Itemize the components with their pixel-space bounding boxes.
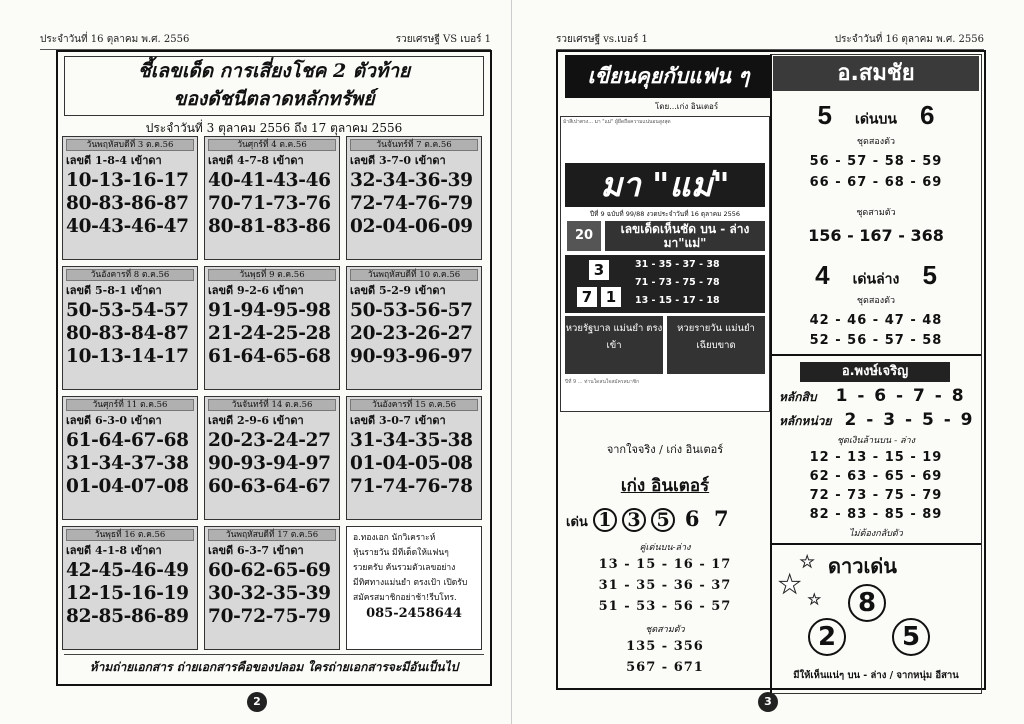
card-row: 31-34-37-38 [66, 453, 189, 474]
card-lucky: เลขดี 9-2-6 เข้าดา [208, 284, 304, 297]
lead-numbers [560, 506, 770, 532]
million-row: 62 - 63 - 65 - 69 [809, 469, 943, 484]
card-row: 60-63-64-67 [208, 476, 331, 497]
card-row: 60-62-65-69 [208, 560, 331, 581]
card-lucky: เลขดี 2-9-6 เข้าดา [208, 414, 304, 427]
star-title: ดาวเด่น [828, 554, 897, 578]
card-row: 80-83-84-87 [66, 323, 189, 344]
pongchern-title: อ.พงษ์เจริญ [800, 362, 950, 382]
forecast-card [62, 266, 198, 390]
card-row: 21-24-25-28 [208, 323, 331, 344]
tens-row [773, 386, 979, 407]
left-page-number: 2 [247, 692, 267, 712]
card-row: 31-34-35-38 [350, 430, 473, 451]
forecast-card [62, 396, 198, 520]
right-header-date: ประจำวันที่ 16 ตุลาคม พ.ศ. 2556 [834, 34, 984, 45]
card-lucky: เลขดี 4-1-8 เข้าดา [66, 544, 162, 557]
bottom-row: 52 - 56 - 57 - 58 [809, 333, 943, 348]
bottom-left-number: 4 [815, 260, 830, 290]
lead-circled: 5 [651, 508, 675, 532]
lead-circled: 3 [622, 508, 646, 532]
two-digit-label-2: ชุดสองตัว [856, 296, 896, 306]
somchai-title: อ.สมชัย [773, 56, 979, 91]
card-row: 10-13-16-17 [66, 170, 189, 191]
info-line: อ.ทองเอก นักวิเคราะห์ [353, 533, 436, 543]
card-row: 30-32-35-39 [208, 583, 331, 604]
card-row: 50-53-56-57 [350, 300, 473, 321]
star-icon: ★ [800, 552, 815, 571]
ad-fine-print: ปีที่ 9 ... ท่านใดสนใจสมัครสมาชิก [565, 379, 640, 385]
ad-box-daily: หวยรายวัน แม่นยำ เฉียบขาด [667, 316, 765, 374]
card-row: 50-53-54-57 [66, 300, 189, 321]
units-digits: 2 - 3 - 5 - 9 [844, 410, 975, 430]
triangle-right: 1 [601, 287, 621, 307]
card-date: วันพุธที่ 16 ต.ค.56 [66, 529, 194, 541]
card-lucky: เลขดี 3-7-0 เข้าดา [350, 154, 446, 167]
lead-plain: 7 [713, 506, 729, 531]
card-lucky: เลขดี 1-8-4 เข้าดา [66, 154, 162, 167]
lead-plain: 6 [684, 506, 700, 531]
two-digit-label: ชุดสองตัว [856, 137, 896, 147]
left-header-title: รวยเศรษฐี VS เบอร์ 1 [395, 34, 491, 45]
divider [771, 354, 981, 356]
ad-row: 31 - 35 - 37 - 38 [635, 259, 720, 270]
card-row: 42-45-46-49 [66, 560, 189, 581]
forecast-card [346, 136, 482, 260]
card-row: 02-04-06-09 [350, 216, 473, 237]
ad-boxes [565, 316, 765, 374]
ad-triangle-panel [565, 255, 765, 313]
three-digit-row: 156 - 167 - 368 [808, 226, 944, 245]
million-row: 72 - 73 - 75 - 79 [809, 488, 943, 503]
triangle-top: 3 [589, 260, 609, 280]
card-lucky: เลขดี 5-8-1 เข้าดา [66, 284, 162, 297]
two-digit-row: 66 - 67 - 68 - 69 [809, 175, 943, 190]
lead-label: เด่น [566, 515, 588, 530]
card-row: 70-72-75-79 [208, 606, 331, 627]
forecast-card [204, 526, 340, 650]
phone-number: 085-2458644 [366, 606, 462, 621]
million-set-label: ชุดเงินล้านบน - ล่าง [836, 436, 916, 446]
card-date: วันศุกร์ที่ 11 ต.ค.56 [66, 399, 194, 411]
card-row: 91-94-95-98 [208, 300, 331, 321]
author-name: เก่ง อินเตอร์ [620, 476, 710, 496]
card-date: วันพฤหัสบดีที่ 10 ต.ค.56 [350, 269, 478, 281]
card-row: 82-85-86-89 [66, 606, 189, 627]
million-row: 12 - 13 - 15 - 19 [809, 450, 943, 465]
card-row: 80-81-83-86 [208, 216, 331, 237]
top-label: เด่นบน [855, 111, 897, 128]
card-row: 80-83-86-87 [66, 193, 189, 214]
card-date: วันอังคารที่ 8 ต.ค.56 [66, 269, 194, 281]
card-lucky: เลขดี 3-0-7 เข้าดา [350, 414, 446, 427]
bottom-label: เด่นล่าง [852, 271, 900, 288]
top-right-number: 6 [920, 100, 935, 130]
left-header-date: ประจำวันที่ 16 ตุลาคม พ.ศ. 2556 [40, 34, 190, 45]
card-row: 70-71-73-76 [208, 193, 331, 214]
three-digit-label: ชุดสามตัว [856, 208, 896, 218]
card-row: 40-41-43-46 [208, 170, 331, 191]
card-row: 90-93-96-97 [350, 346, 473, 367]
card-date: วันศุกร์ที่ 4 ต.ค.56 [208, 139, 336, 151]
card-row: 01-04-05-08 [350, 453, 473, 474]
card-row: 32-34-36-39 [350, 170, 473, 191]
right-header [556, 32, 984, 50]
triple-list [560, 636, 770, 678]
bottom-right-number: 5 [922, 260, 937, 290]
card-row: 20-23-26-27 [350, 323, 473, 344]
card-date: วันพฤหัสบดีที่ 17 ต.ค.56 [208, 529, 336, 541]
card-lucky: เลขดี 4-7-8 เข้าดา [208, 154, 304, 167]
analyst-info-box [346, 526, 482, 650]
info-line: หุ้นรายวัน มีทีเด็ดให้แฟนๆ [353, 548, 449, 558]
card-row: 01-04-07-08 [66, 476, 189, 497]
card-lucky: เลขดี 6-3-7 เข้าดา [208, 544, 304, 557]
divider [771, 543, 981, 545]
right-header-title: รวยเศรษฐี vs.เบอร์ 1 [556, 34, 648, 45]
star-number: 5 [892, 618, 930, 656]
units-label: หลักหน่วย [779, 414, 832, 428]
card-lucky: เลขดี 5-2-9 เข้าดา [350, 284, 446, 297]
left-header [40, 32, 491, 50]
triple-row: 135 - 356 [626, 639, 704, 654]
star-number: 2 [808, 618, 846, 656]
left-title-line2: ของดัชนีตลาดหลักทรัพย์ [173, 88, 375, 110]
star-icon: ★ [808, 592, 821, 608]
bottom-row: 42 - 46 - 47 - 48 [809, 313, 943, 328]
ad-hot-numbers: เลขเด็ดเห็นชัด บน - ล่าง มา"แม่" [605, 221, 765, 251]
forecast-card [346, 396, 482, 520]
forecast-grid [62, 136, 486, 650]
units-row [773, 410, 979, 431]
forecast-card [62, 136, 198, 260]
card-row: 72-74-76-79 [350, 193, 473, 214]
forecast-card [346, 266, 482, 390]
tens-digits: 1 - 6 - 7 - 8 [835, 386, 966, 406]
triple-label: ชุดสามตัว [645, 625, 685, 635]
info-line: รวยครับ ค้นรวมตัวเลขอย่าง [353, 563, 456, 573]
ad-box-govt: หวยรัฐบาล แม่นยำ ตรงเข้า [565, 316, 663, 374]
forecast-card [204, 396, 340, 520]
tens-label: หลักสิบ [779, 390, 817, 404]
card-row: 10-13-14-17 [66, 346, 189, 367]
card-row: 90-93-94-97 [208, 453, 331, 474]
forecast-card [204, 266, 340, 390]
left-title-line1: ชี้เลขเด็ด การเสี่ยงโชค 2 ตัวท้าย [137, 60, 411, 82]
card-date: วันจันทร์ที่ 7 ต.ค.56 [350, 139, 478, 151]
card-row: 40-43-46-47 [66, 216, 189, 237]
forecast-card [62, 526, 198, 650]
card-row: 61-64-67-68 [66, 430, 189, 451]
info-line: มีทิศทางแม่นยำ ตรงเป้า เปิดรับ [353, 578, 468, 588]
top-left-number: 5 [817, 100, 832, 130]
two-digit-row: 56 - 57 - 58 - 59 [809, 154, 943, 169]
somchai-bottom [773, 260, 979, 291]
pair-row: 13 - 15 - 16 - 17 [598, 557, 732, 572]
card-row: 12-15-16-19 [66, 583, 189, 604]
card-row: 71-74-76-78 [350, 476, 473, 497]
ad-brand: มา "แม่" [565, 163, 765, 207]
column-banner: เขียนคุยกับแฟน ๆ [565, 55, 772, 98]
right-page-number: 3 [758, 692, 778, 712]
card-date: วันอังคารที่ 15 ต.ค.56 [350, 399, 478, 411]
ad-small-text: ม้าสีเปาตรง... มา "แม่" ผู้ยึดถือความแน่นอนสูงสุด [563, 119, 671, 125]
star-icon: ★ [778, 570, 802, 600]
from-heart-line: จากใจจริง / เก่ง อินเตอร์ [606, 443, 724, 456]
info-line: สมัครสมาชิกอย่าช้า!รีบโทร. [353, 593, 457, 603]
ad-row: 71 - 73 - 75 - 78 [635, 277, 720, 288]
byline: โดย...เก่ง อินเตอร์ [655, 102, 719, 111]
card-date: วันพฤหัสบดีที่ 3 ต.ค.56 [66, 139, 194, 151]
star-footer: มีให้เห็นแน่ๆ บน - ล่าง / จากหนุ่ม อีสาน [793, 670, 959, 681]
card-lucky: เลขดี 6-3-0 เข้าดา [66, 414, 162, 427]
ad-row: 13 - 15 - 17 - 18 [635, 295, 720, 306]
ad-issue: ปีที่ 9 ฉบับที่ 99/88 งวดประจำวันที่ 16 ตุลาคม 2556 [590, 210, 740, 218]
advert-block [560, 116, 770, 412]
million-row: 82 - 83 - 85 - 89 [809, 507, 943, 522]
pair-label: คู่เด่นบน-ล่าง [639, 543, 691, 553]
ad-price: 20 [567, 221, 601, 251]
card-date: วันพุธที่ 9 ต.ค.56 [208, 269, 336, 281]
card-row: 61-64-65-68 [208, 346, 331, 367]
lead-circled: 1 [593, 508, 617, 532]
card-row: 20-23-24-27 [208, 430, 331, 451]
somchai-top [773, 100, 979, 131]
card-date: วันจันทร์ที่ 14 ต.ค.56 [208, 399, 336, 411]
triangle-left: 7 [577, 287, 597, 307]
star-number: 8 [848, 584, 886, 622]
left-footer-warning: ห้ามถ่ายเอกสาร ถ่ายเอกสารคือของปลอม ใครถ่ายเอกสารจะมีอันเป็นไป [64, 654, 484, 677]
triple-row: 567 - 671 [626, 660, 704, 675]
no-reverse-note: ไม่ต้องกลับตัว [849, 529, 903, 539]
forecast-card [204, 136, 340, 260]
date-range: ประจำวันที่ 3 ตุลาคม 2556 ถึง 17 ตุลาคม 2556 [145, 121, 403, 135]
pair-row: 31 - 35 - 36 - 37 [598, 578, 732, 593]
pair-row: 51 - 53 - 56 - 57 [598, 599, 732, 614]
left-title-box [64, 56, 484, 116]
pair-list [560, 554, 770, 617]
